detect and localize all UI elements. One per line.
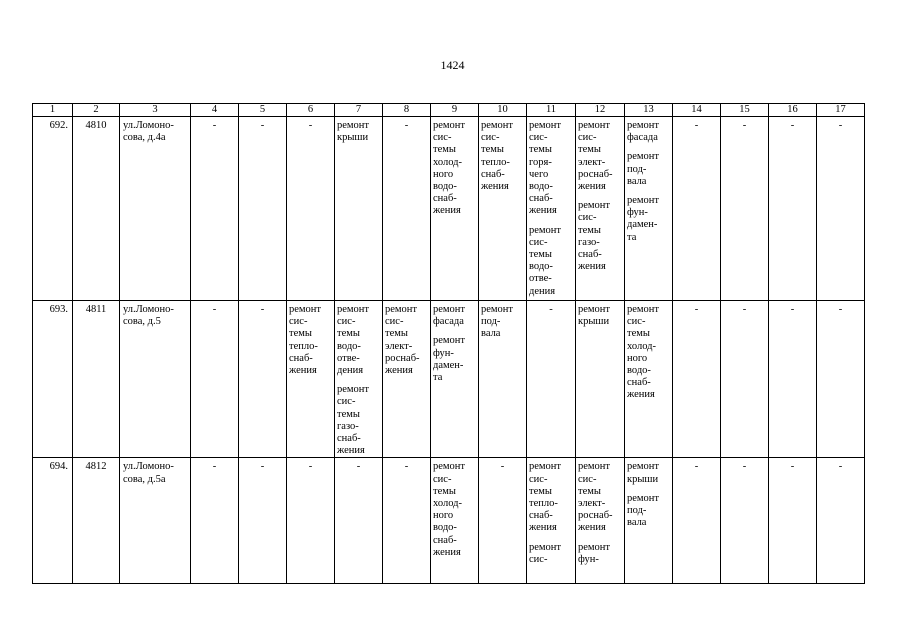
row-number: 692.	[33, 117, 73, 301]
work-cell	[576, 458, 625, 584]
work-cell	[479, 117, 527, 301]
work-cell	[431, 117, 479, 301]
work-cell	[335, 301, 383, 458]
work-item: ремонт сис- темы холод- ного водо- снаб- жения	[433, 120, 466, 217]
empty-cell: -	[479, 458, 527, 584]
column-number: 8	[383, 104, 431, 117]
work-item: ремонт сис- темы водо- отве- дения	[337, 304, 370, 377]
building-address: ул.Ломоно- сова, д.5	[120, 301, 191, 458]
work-item: ремонт под- вала	[481, 304, 514, 340]
work-cell	[431, 458, 479, 584]
work-item: ремонт фун-	[578, 541, 611, 565]
empty-cell: -	[383, 458, 431, 584]
empty-cell: -	[673, 301, 721, 458]
row-number: 693.	[33, 301, 73, 458]
empty-cell: -	[769, 301, 817, 458]
work-item: ремонт фасада	[433, 304, 466, 328]
empty-cell: -	[817, 301, 865, 458]
building-address: ул.Ломоно- сова, д.5а	[120, 458, 191, 584]
work-cell	[335, 117, 383, 301]
work-cell	[625, 458, 673, 584]
work-cell	[383, 301, 431, 458]
column-number: 17	[817, 104, 865, 117]
work-cell	[527, 458, 576, 584]
column-number: 11	[527, 104, 576, 117]
column-number: 10	[479, 104, 527, 117]
work-item: ремонт сис- темы элект- роснаб- жения	[578, 461, 613, 534]
work-cell	[287, 301, 335, 458]
column-number: 6	[287, 104, 335, 117]
empty-cell: -	[239, 458, 287, 584]
work-item: ремонт под- вала	[627, 151, 660, 187]
work-item: ремонт сис- темы холод- ного водо- снаб- жения	[627, 304, 660, 401]
empty-cell: -	[721, 301, 769, 458]
table-row	[33, 117, 865, 301]
column-number: 13	[625, 104, 673, 117]
work-item: ремонт сис- темы элект- роснаб- жения	[578, 120, 613, 193]
empty-cell: -	[335, 458, 383, 584]
work-item: ремонт крыши	[337, 120, 370, 144]
empty-cell: -	[527, 301, 576, 458]
work-cell	[576, 301, 625, 458]
column-number: 12	[576, 104, 625, 117]
work-item: ремонт сис- темы тепло- снаб- жения	[289, 304, 322, 377]
work-item: ремонт сис- темы газо- снаб- жения	[337, 384, 370, 457]
work-item: ремонт сис-	[529, 541, 562, 565]
work-item: ремонт сис- темы холод- ного водо- снаб- жения	[433, 461, 466, 558]
work-item: ремонт сис- темы водо- отве- дения	[529, 224, 562, 297]
column-number: 15	[721, 104, 769, 117]
work-item: ремонт фун- дамен- та	[433, 335, 466, 384]
empty-cell: -	[817, 458, 865, 584]
table-header-row	[33, 104, 865, 117]
table-row	[33, 301, 865, 458]
empty-cell: -	[239, 117, 287, 301]
repair-schedule-table	[32, 103, 865, 584]
work-cell	[431, 301, 479, 458]
building-address: ул.Ломоно- сова, д.4а	[120, 117, 191, 301]
work-item: ремонт под- вала	[627, 492, 660, 529]
work-cell	[625, 117, 673, 301]
work-cell	[479, 301, 527, 458]
column-number: 2	[73, 104, 120, 117]
column-number: 9	[431, 104, 479, 117]
empty-cell: -	[721, 117, 769, 301]
column-number: 4	[191, 104, 239, 117]
work-item: ремонт фасада	[627, 120, 660, 144]
empty-cell: -	[239, 301, 287, 458]
work-item: ремонт фун- дамен- та	[627, 195, 660, 243]
empty-cell: -	[383, 117, 431, 301]
empty-cell: -	[769, 117, 817, 301]
empty-cell: -	[287, 458, 335, 584]
empty-cell: -	[673, 458, 721, 584]
work-item: ремонт сис- темы тепло- снаб- жения	[529, 461, 562, 534]
work-cell	[625, 301, 673, 458]
column-number: 3	[120, 104, 191, 117]
column-number: 1	[33, 104, 73, 117]
work-item: ремонт сис- темы газо- снаб- жения	[578, 200, 611, 273]
column-number: 5	[239, 104, 287, 117]
empty-cell: -	[769, 458, 817, 584]
work-cell	[576, 117, 625, 301]
column-number: 14	[673, 104, 721, 117]
column-number: 7	[335, 104, 383, 117]
empty-cell: -	[191, 458, 239, 584]
page-number: 1424	[440, 58, 465, 72]
table-row	[33, 458, 865, 584]
row-number: 694.	[33, 458, 73, 584]
empty-cell: -	[721, 458, 769, 584]
work-item: ремонт крыши	[627, 461, 660, 485]
work-item: ремонт сис- темы горя- чего водо- снаб- жения	[529, 120, 562, 217]
empty-cell: -	[287, 117, 335, 301]
building-code: 4812	[73, 458, 120, 584]
work-cell	[527, 117, 576, 301]
building-code: 4810	[73, 117, 120, 301]
work-item: ремонт сис- темы тепло- снаб- жения	[481, 120, 514, 193]
work-item: ремонт сис- темы элект- роснаб- жения	[385, 304, 420, 377]
empty-cell: -	[191, 301, 239, 458]
empty-cell: -	[817, 117, 865, 301]
column-number: 16	[769, 104, 817, 117]
work-item: ремонт крыши	[578, 304, 611, 328]
empty-cell: -	[191, 117, 239, 301]
building-code: 4811	[73, 301, 120, 458]
empty-cell: -	[673, 117, 721, 301]
